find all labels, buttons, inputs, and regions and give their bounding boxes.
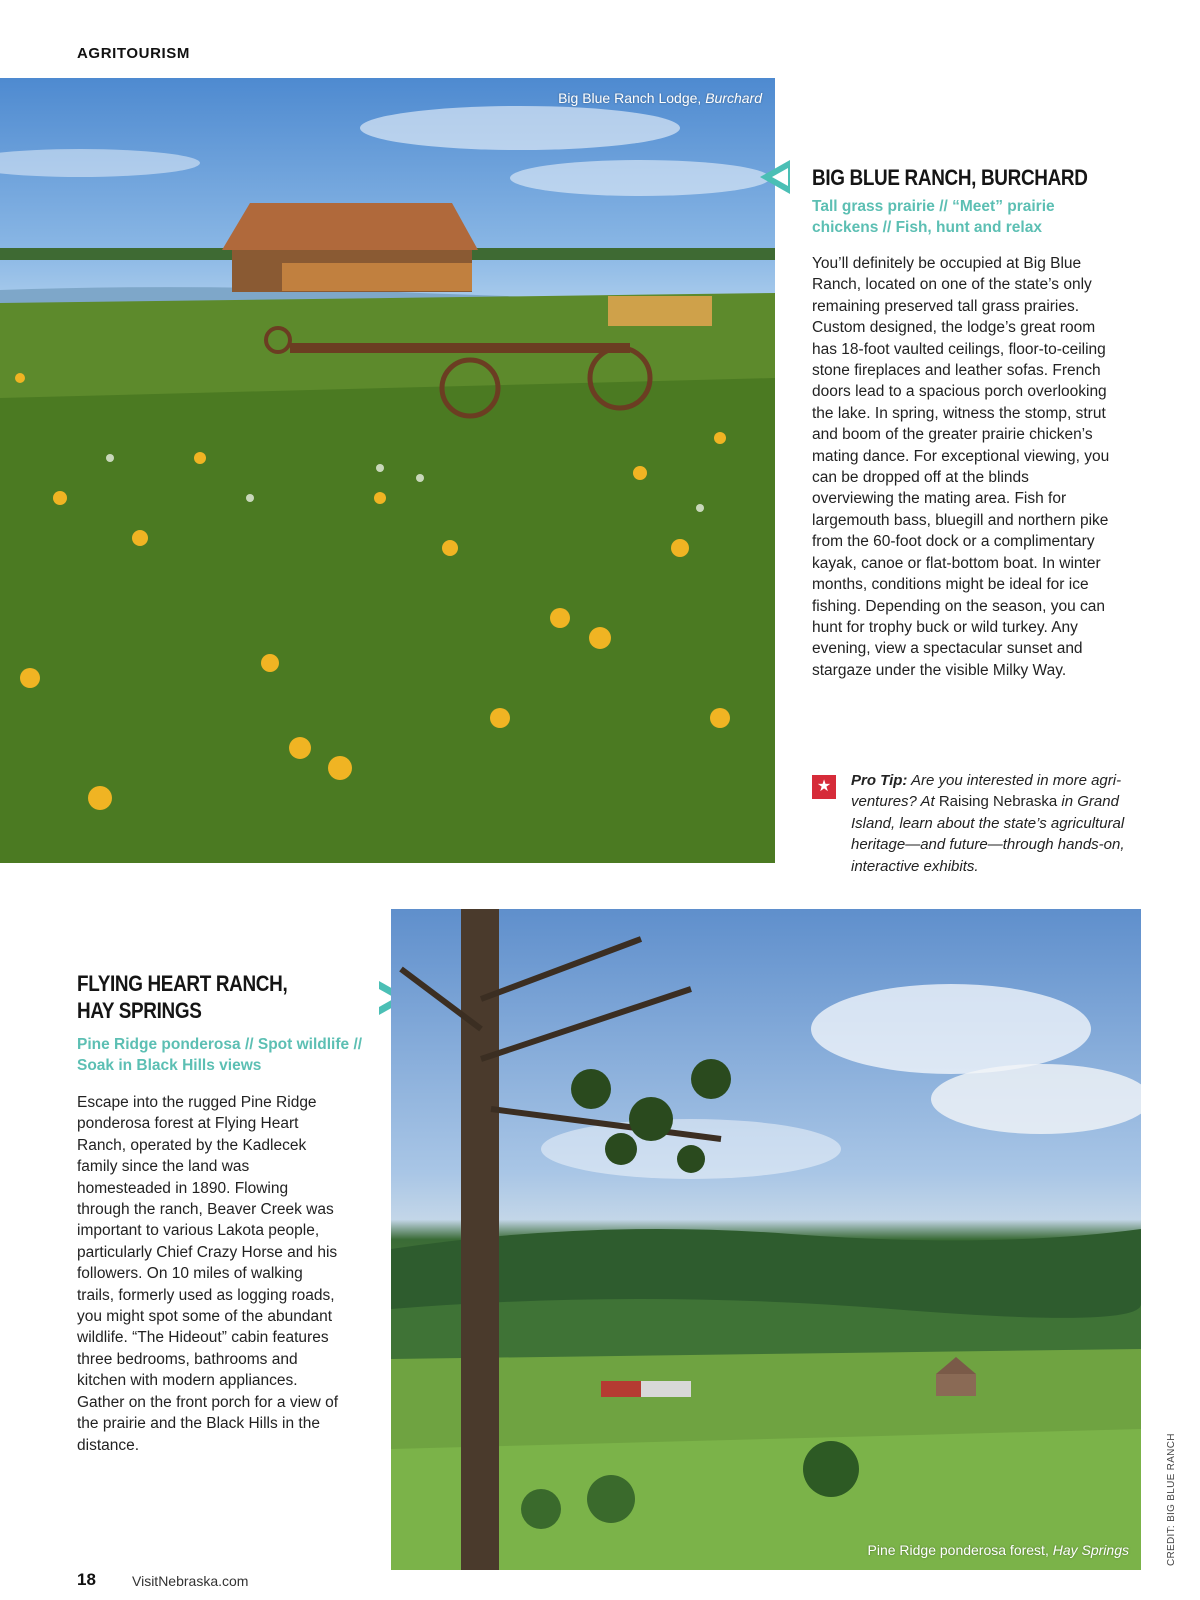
flying-heart-ranch-photo <box>391 909 1141 1570</box>
big-blue-ranch-photo <box>0 78 775 863</box>
article1-body: You’ll definitely be occupied at Big Blue Ranch, located on one of the state’s only remaining preserved tall grass prairies. Custom designed, the lodge’s great room has 18-foot vaulted ceilings, floor-to-ceiling stone fireplaces and leather sofas. French doors lead to a spacious porch overlooking the lake. In spring, witness the stomp, strut and boom of the greater prairie chicken’s mating dance. For exceptional viewing, you can be dropped off at the blinds overviewing the mating area. Fish for largemouth bass, bluegill and northern pike from the 60-foot dock or a complimentary kayak, canoe or flat-bottom boat. In winter months, conditions might be ideal for ice fishing. Depending on the season, you can hunt for trophy buck or wild turkey. Any evening, view a spectacular sunset and stargaze under the visible Milky Way. <box>812 255 1110 679</box>
section-label: AGRITOURISM <box>77 45 190 62</box>
photo-credit: CREDIT: BIG BLUE RANCH <box>1166 1433 1177 1566</box>
protip-brand: Raising Nebraska <box>938 793 1058 811</box>
pointer-arrow-inner <box>772 168 788 186</box>
article2-subhead: Pine Ridge ponderosa // Spot wildlife // Soak in Black Hills views <box>77 1036 363 1074</box>
protip-text-b: in Grand Island, learn about the state’s agricultural heritage—and future—through hands-on, interactive exhibits. <box>851 793 1125 875</box>
article1-heading: BIG BLUE RANCH, BURCHARD <box>812 165 1088 190</box>
photo2-caption-town: Hay Springs <box>1052 1542 1129 1558</box>
photo1-caption-place: Big Blue Ranch Lodge, <box>558 90 706 106</box>
photo1-caption-town: Burchard <box>705 90 762 106</box>
protip-text-a: Are you interested in more agri-ventures? At <box>851 772 1122 811</box>
article2-body: Escape into the rugged Pine Ridge ponderosa forest at Flying Heart Ranch, operated by the Kadlecek family since the land was homesteaded in 1890. Flowing through the ranch, Beaver Creek was important to various Lakota people, particularly Chief Crazy Horse and his followers. On 10 miles of walking trails, formerly used as logging roads, you might spot some of the abundant wildlife. “The Hideout” cabin features three bedrooms, bathrooms and kitchen with modern appliances. Gather on the front porch for a view of the prairie and the Black Hills in the distance. <box>77 1094 339 1454</box>
photo2-caption <box>868 1542 1130 1558</box>
protip-label: Pro Tip: <box>851 772 908 789</box>
photo2-caption-place: Pine Ridge ponderosa forest, <box>867 1542 1053 1558</box>
site-url: VisitNebraska.com <box>132 1573 249 1589</box>
page-number: 18 <box>77 1570 96 1589</box>
photo1-caption <box>558 90 762 106</box>
article2-heading: FLYING HEART RANCH, HAY SPRINGS <box>77 971 288 1023</box>
article1-subhead: Tall grass prairie // “Meet” prairie chickens // Fish, hunt and relax <box>812 198 1055 236</box>
star-icon: ★ <box>812 775 836 799</box>
protip <box>851 770 1141 877</box>
